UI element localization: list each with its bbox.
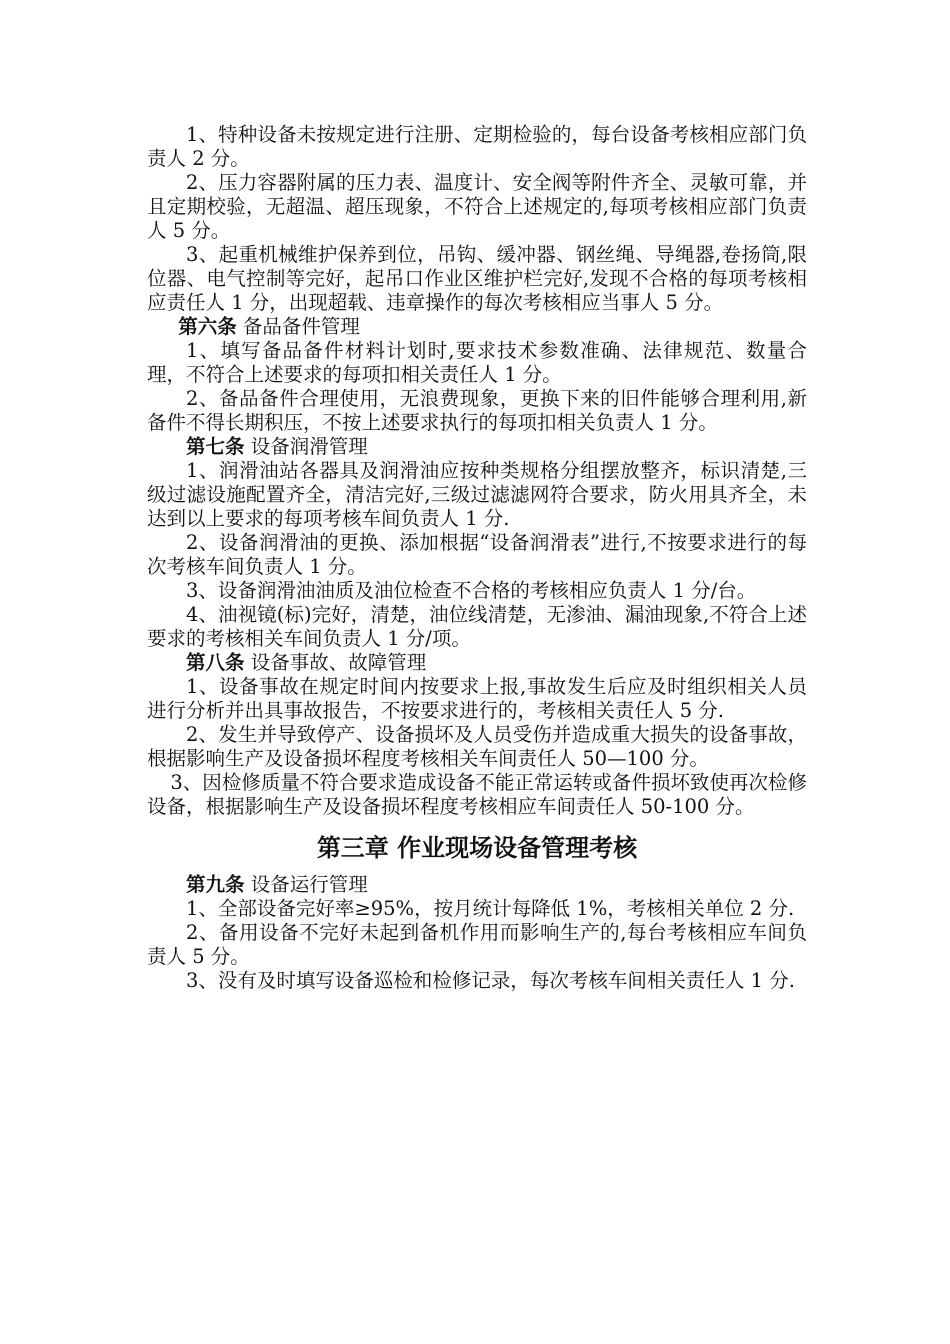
article-7-item-4: 4、油视镜(标)完好，清楚，油位线清楚，无渗油、漏油现象,不符合上述要求的考核相关车间负责人 1 分/项。 (147, 603, 807, 650)
document-page (147, 123, 807, 993)
article-9-heading (147, 873, 807, 897)
article-7-item-2: 2、设备润滑油的更换、添加根据“设备润滑表”进行,不按要求进行的每次考核车间负责人 1 分。 (147, 531, 807, 578)
article-8-item-3: 3、因检修质量不符合要求造成设备不能正常运转或备件损坏致使再次检修设备，根据影响生产及设备损坏程度考核相应车间责任人 50-100 分。 (147, 771, 807, 818)
section5-item-1: 1、特种设备未按规定进行注册、定期检验的，每台设备考核相应部门负责人 2 分。 (147, 123, 807, 170)
article-8-title: 设备事故、故障管理 (244, 651, 427, 674)
article-6-title: 备品备件管理 (236, 315, 360, 338)
article-9-title: 设备运行管理 (244, 873, 368, 896)
article-9-number: 第九条 (186, 873, 245, 896)
article-6-item-2: 2、备品备件合理使用，无浪费现象，更换下来的旧件能够合理利用,新备件不得长期积压，不按上述要求执行的每项扣相关负责人 1 分。 (147, 387, 807, 434)
article-6-heading (147, 315, 807, 339)
article-8-item-2: 2、发生并导致停产、设备损坏及人员受伤并造成重大损失的设备事故，根据影响生产及设备损坏程度考核相关车间责任人 50—100 分。 (147, 723, 807, 770)
article-7-heading (147, 435, 807, 459)
article-9-item-3: 3、没有及时填写设备巡检和检修记录，每次考核车间相关责任人 1 分. (186, 969, 795, 992)
article-6-item-1: 1、填写备品备件材料计划时,要求技术参数准确、法律规范、数量合理，不符合上述要求的每项扣相关责任人 1 分。 (147, 339, 807, 386)
article-8-item-1: 1、设备事故在规定时间内按要求上报,事故发生后应及时组织相关人员进行分析并出具事故报告，不按要求进行的，考核相关责任人 5 分. (147, 675, 807, 722)
section5-item-3: 3、起重机械维护保养到位，吊钩、缓冲器、钢丝绳、导绳器,卷扬筒,限位器、电气控制等完好，起吊口作业区维护栏完好,发现不合格的每项考核相应责任人 1 分，出现超载、违章操作的每次考核相应当事人 5 分。 (147, 243, 807, 314)
article-8-number: 第八条 (186, 651, 245, 674)
article-7-item-1: 1、润滑油站各器具及润滑油应按种类规格分组摆放整齐，标识清楚,三级过滤设施配置齐全，清洁完好,三级过滤滤网符合要求，防火用具齐全，未达到以上要求的每项考核车间负责人 1 分. (147, 459, 807, 530)
article-9-item-2: 2、备用设备不完好未起到备机作用而影响生产的,每台考核相应车间负责人 5 分。 (147, 921, 807, 968)
article-9-item-1: 1、全部设备完好率≥95%，按月统计每降低 1%，考核相关单位 2 分. (186, 897, 795, 920)
article-8-heading (147, 651, 807, 675)
article-6-number: 第六条 (178, 315, 237, 338)
article-7-number: 第七条 (186, 435, 245, 458)
section5-item-2: 2、压力容器附属的压力表、温度计、安全阀等附件齐全、灵敏可靠，并且定期校验，无超温、超压现象，不符合上述规定的,每项考核相应部门负责人 5 分。 (147, 171, 807, 242)
article-7-item-3: 3、设备润滑油油质及油位检查不合格的考核相应负责人 1 分/台。 (186, 579, 757, 602)
article-7-title: 设备润滑管理 (244, 435, 368, 458)
chapter-3-title: 第三章 作业现场设备管理考核 (316, 834, 638, 862)
